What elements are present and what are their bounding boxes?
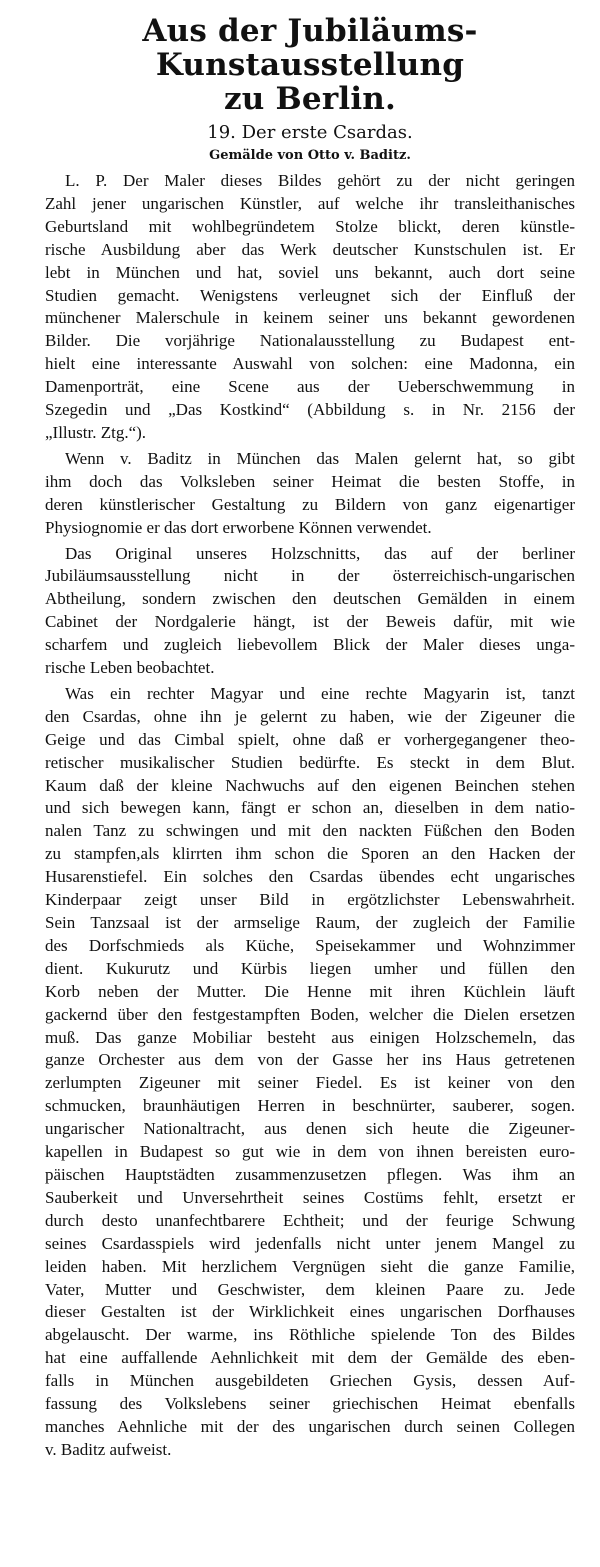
text-line: hat eine auffallende Aehnlichkeit mit dem der Gemälde des eben- — [45, 1348, 575, 1368]
text-line: durch desto unanfechtbarere Echtheit; und der feurige Schwung — [45, 1210, 575, 1230]
text-line: päischen Hauptstädten zusammenzusetzen pflegen. Was ihm an — [45, 1164, 575, 1184]
text-line: falls in München ausgebildeten Griechen Gysis, dessen Auf- — [45, 1371, 575, 1391]
text-line: Cabinet der Nordgalerie hängt, ist der Beweis dafür, mit wie — [45, 612, 575, 632]
text-line: ganze Orchester aus dem von der Gasse her ins Haus getretenen — [45, 1050, 575, 1070]
text-line: scharfem und zugleich liebevollem Blick der Maler dieses unga- — [45, 635, 575, 655]
text-line: manches Aehnliche mit der des ungarischen durch seinen Collegen — [45, 1416, 575, 1436]
text-line: Abtheilung, sondern zwischen den deutschen Gemälden in einem — [45, 589, 575, 609]
text-line: schmucken, braunhäutigen Herren in beschnürter, sauberer, sogen. — [45, 1096, 575, 1116]
paragraph — [45, 683, 575, 1462]
text-line: rische Leben beobachtet. — [45, 658, 215, 678]
text-line: Korb neben der Mutter. Die Henne mit ihren Küchlein läuft — [45, 981, 575, 1001]
paragraph — [45, 170, 575, 445]
text-line: muß. Das ganze Mobiliar besteht aus einigen Holzschemeln, das — [45, 1027, 575, 1047]
article-byline: Gemälde von Otto v. Baditz. — [209, 148, 411, 163]
text-line: Geige und das Cimbal spielt, ohne daß er vorhergegangener theo- — [45, 729, 575, 749]
text-line: abgelauscht. Der warme, ins Röthliche spielende Ton des Bildes — [45, 1325, 575, 1345]
text-line: Sein Tanzsaal ist der armselige Raum, der zugleich der Familie — [45, 913, 575, 932]
text-line: zerlumpten Zigeuner mit seiner Fiedel. Es ist keiner von den — [45, 1073, 575, 1093]
text-line: Szegedin und „Das Kostkind“ (Abbildung s. in Nr. 2156 der — [45, 400, 575, 420]
text-line: Zahl jener ungarischen Künstler, auf welche ihr transleithanisches — [45, 193, 575, 213]
text-line: rische Ausbildung aber das Werk deutscher Kunstschulen ist. Er — [45, 239, 575, 259]
text-line: ungarischer Nationaltracht, aus denen sich heute die Zigeuner- — [45, 1119, 575, 1139]
text-line: L. P. Der Maler dieses Bildes gehört zu der nicht geringen — [65, 171, 575, 190]
text-line: zu stampfen,als klirrten ihm schon die Sporen an den Hacken der — [45, 844, 575, 864]
article-body — [45, 170, 575, 1462]
text-line: retischer musikalischer Studien bedürfte. Es steckt in dem Blut. — [45, 752, 575, 772]
text-line: hielt eine interessante Auswahl von solchen: eine Madonna, ein — [45, 354, 575, 374]
text-line: Vater, Mutter und Geschwister, dem kleinen Paare zu. Jede — [45, 1279, 575, 1299]
text-line: dient. Kukurutz und Kürbis liegen umher und füllen den — [45, 958, 575, 978]
text-line: dieser Gestalten ist der Wirklichkeit eines ungarischen Dorfhauses — [45, 1302, 575, 1322]
text-line: nalen Tanz zu schwingen und mit den nackten Füßchen den Boden — [45, 821, 575, 841]
text-line: Kaum daß der kleine Nachwuchs auf den eigenen Beinchen stehen — [45, 775, 575, 795]
text-line: Kinderpaar zeigt unser Bild in ergötzlichster Lebenswahrheit. — [45, 890, 575, 910]
text-line: Wenn v. Baditz in München das Malen gelernt hat, so gibt — [65, 448, 575, 468]
text-line: Sauberkeit und Unversehrtheit seines Costüms fehlt, ersetzt er — [45, 1187, 575, 1207]
article-title — [45, 14, 575, 116]
article-title-line-1: Aus der Jubiläums-Kunstausstellung — [142, 13, 478, 83]
article-title-line-2: zu Berlin. — [223, 81, 397, 117]
paragraph — [45, 543, 575, 680]
text-line: seines Csardasspiels wird jedenfalls nicht unter jenem Mangel zu — [45, 1233, 575, 1253]
text-line: Jubiläumsausstellung nicht in der österreichisch-ungarischen — [45, 566, 575, 586]
paragraph — [45, 448, 575, 540]
text-line: Damenporträt, eine Scene aus der Ueberschwemmung in — [45, 377, 575, 397]
text-line: Bilder. Die vorjährige Nationalausstellung zu Budapest ent- — [45, 331, 575, 351]
text-line: Geburtsland mit wohlbegründetem Stolze blickt, deren künstle- — [45, 216, 575, 236]
text-line: münchener Malerschule in keinem seiner uns bekannt gewordenen — [45, 308, 575, 328]
text-line: Studien gemacht. Wenigstens verleugnet sich der Einfluß der — [45, 285, 575, 305]
text-line: lebt in München und hat, soviel uns bekannt, auch dort seine — [45, 262, 575, 282]
text-line: des Dorfschmieds als Küche, Speisekammer und Wohnzimmer — [45, 935, 575, 955]
text-line: gackernd über den festgestampften Boden, welcher die Dielen ersetzen — [45, 1004, 575, 1024]
text-line: Was ein rechter Magyar und eine rechte Magyarin ist, tanzt — [65, 683, 575, 703]
text-line: kapellen in Budapest so gut wie in dem von ihnen bereisten euro- — [45, 1142, 575, 1162]
text-line: fassung des Volkslebens seiner griechischen Heimat ebenfalls — [45, 1394, 575, 1414]
text-line: leiden haben. Mit herzlichem Vergnügen sieht die ganze Familie, — [45, 1256, 575, 1276]
text-line: „Illustr. Ztg.“). — [45, 422, 147, 442]
article-subtitle: 19. Der erste Csardas. — [207, 122, 413, 143]
text-line: deren künstlerischer Gestaltung zu Bildern von ganz eigenartiger — [45, 494, 575, 514]
text-line: v. Baditz aufweist. — [45, 1439, 172, 1459]
text-line: Husarenstiefel. Ein solches den Csardas übendes echt ungarisches — [45, 867, 575, 887]
text-line: Das Original unseres Holzschnitts, das auf der berliner — [65, 543, 575, 563]
text-line: den Csardas, ohne ihn je gelernt zu haben, wie der Zigeuner die — [45, 706, 575, 726]
text-line: Physiognomie er das dort erworbene Können verwendet. — [45, 517, 432, 537]
article — [45, 14, 575, 1462]
text-line: ihm doch das Volksleben seiner Heimat die besten Stoffe, in — [45, 471, 575, 491]
text-line: und sich bewegen kann, fängt er schon an, dieselben in dem natio- — [45, 798, 575, 818]
